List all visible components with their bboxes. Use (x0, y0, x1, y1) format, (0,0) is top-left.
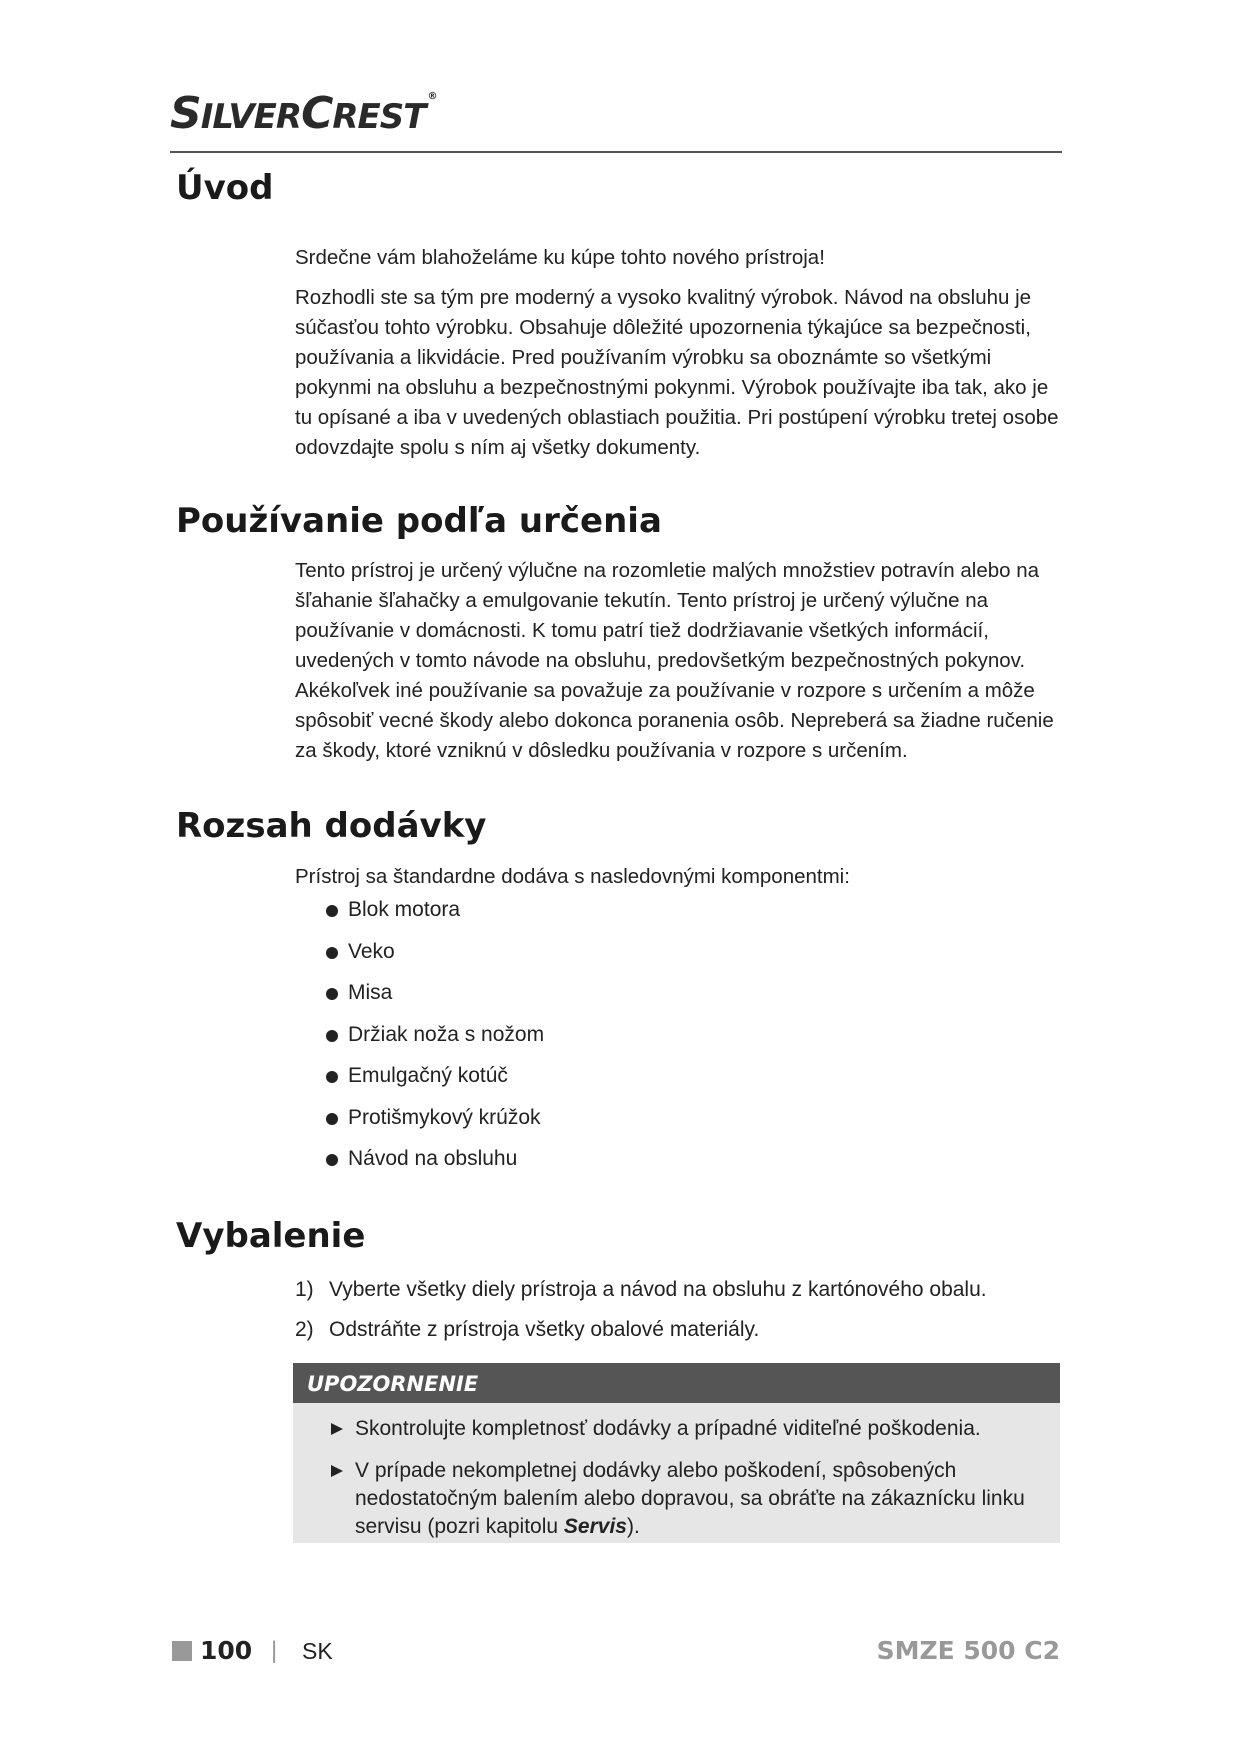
list-item (326, 1064, 544, 1106)
logo-registered-mark: ® (427, 91, 437, 102)
rozsah-intro: Prístroj sa štandardne dodáva s nasledovnými komponentmi: (295, 865, 850, 888)
bullet-icon (326, 1154, 338, 1166)
list-item (326, 940, 544, 982)
list-item-label: Blok motora (348, 898, 461, 921)
footer-separator: | (271, 1637, 278, 1664)
notice-text-pre: V prípade nekompletnej dodávky alebo poškodení, spôsobených nedostatočným balením alebo dopravou, sa obráťte na zákaznícku linku servisu (pozri kapitolu (355, 1459, 1025, 1538)
uvod-paragraph-2: Rozhodli ste sa tým pre moderný a vysoko kvalitný výrobok. Návod na obsluhu je súčasťou tohto výrobku. Obsahuje dôležité upozornenia týkajúce sa bezpečnosti, používania a likvidácie. Pred používaním výrobku sa oboznámte so všetkými pokynmi na obsluhu a bezpečnostnými pokynmi. Výrobok používajte iba tak, ako je tu opísané a iba v uvedených oblastiach použitia. Pri postúpení výrobku tretej osobe odovzdajte spolu s ním aj všetky dokumenty. (295, 286, 1059, 459)
bullet-icon (326, 905, 338, 917)
list-item-label: Návod na obsluhu (348, 1147, 518, 1170)
list-item-label: Držiak noža s nožom (348, 1022, 545, 1046)
heading-vybalenie: Vybalenie (176, 1216, 366, 1256)
list-item (326, 1106, 544, 1148)
step-text: Odstráňte z prístroja všetky obalové materiály. (329, 1318, 760, 1341)
logo-rest: REST (332, 97, 426, 137)
footer-language: SK (302, 1638, 333, 1664)
arrow-right-icon (331, 1423, 343, 1435)
list-item-label: Misa (348, 981, 393, 1004)
bullet-icon (326, 988, 338, 1000)
footer-model: SMZE 500 C2 (876, 1636, 1060, 1665)
notice-text-post: ). (626, 1515, 640, 1538)
unpacking-steps (295, 1278, 987, 1358)
notice-item (293, 1457, 1037, 1541)
bullet-icon (326, 1113, 338, 1125)
logo-c: C (301, 88, 333, 139)
delivery-list (326, 898, 544, 1189)
notice-title: UPOZORNENIE (293, 1363, 1060, 1403)
heading-pouzivanie: Používanie podľa určenia (176, 501, 662, 541)
servis-reference: Servis (563, 1515, 627, 1538)
step-item (295, 1318, 987, 1358)
heading-rozsah: Rozsah dodávky (176, 806, 487, 846)
pouzivanie-paragraph: Tento prístroj je určený výlučne na rozomletie malých množstiev potravín alebo na šľahanie šľahačky a emulgovanie tekutín. Tento prístroj je určený výlučne na používanie v domácnosti. K tomu patrí tiež dodržiavanie všetkých informácií, uvedených v tomto návode na obsluhu, predovšetkým bezpečnostných pokynov. Akékoľvek iné používanie sa považuje za používanie v rozpore s určením a môže spôsobiť vecné škody alebo dokonca poranenia osôb. Nepreberá sa žiadne ručenie za škody, ktoré vzniknú v dôsledku používania v rozpore s určením. (295, 559, 1054, 762)
list-item (326, 981, 544, 1023)
list-item-label: Protišmykový krúžok (348, 1105, 541, 1129)
bullet-icon (326, 947, 338, 959)
step-number: 1) (295, 1278, 314, 1301)
bullet-icon (326, 1030, 338, 1042)
page-number: 100 (200, 1636, 253, 1665)
footer-square-icon (172, 1641, 192, 1661)
logo-ilver: ILVER (200, 97, 302, 137)
notice-item-text: Skontrolujte kompletnosť dodávky a prípadné viditeľné poškodenia. (355, 1417, 981, 1440)
brand-logo (170, 88, 437, 139)
list-item (326, 898, 544, 940)
step-number: 2) (295, 1318, 314, 1341)
logo-s: S (170, 88, 201, 139)
uvod-paragraph-1: Srdečne vám blahoželáme ku kúpe tohto nového prístroja! (295, 246, 825, 269)
notice-box (293, 1363, 1060, 1543)
list-item-label: Emulgačný kotúč (348, 1064, 508, 1087)
step-item (295, 1278, 987, 1318)
arrow-right-icon (331, 1465, 343, 1477)
list-item (326, 1023, 544, 1065)
bullet-icon (326, 1071, 338, 1083)
list-item-label: Veko (348, 939, 395, 963)
list-item (326, 1147, 544, 1189)
header-rule (170, 151, 1062, 153)
notice-item (293, 1415, 1037, 1443)
heading-uvod: Úvod (176, 168, 274, 208)
step-text: Vyberte všetky diely prístroja a návod na obsluhu z kartónového obalu. (329, 1278, 987, 1301)
notice-item-text (337, 1457, 1037, 1541)
